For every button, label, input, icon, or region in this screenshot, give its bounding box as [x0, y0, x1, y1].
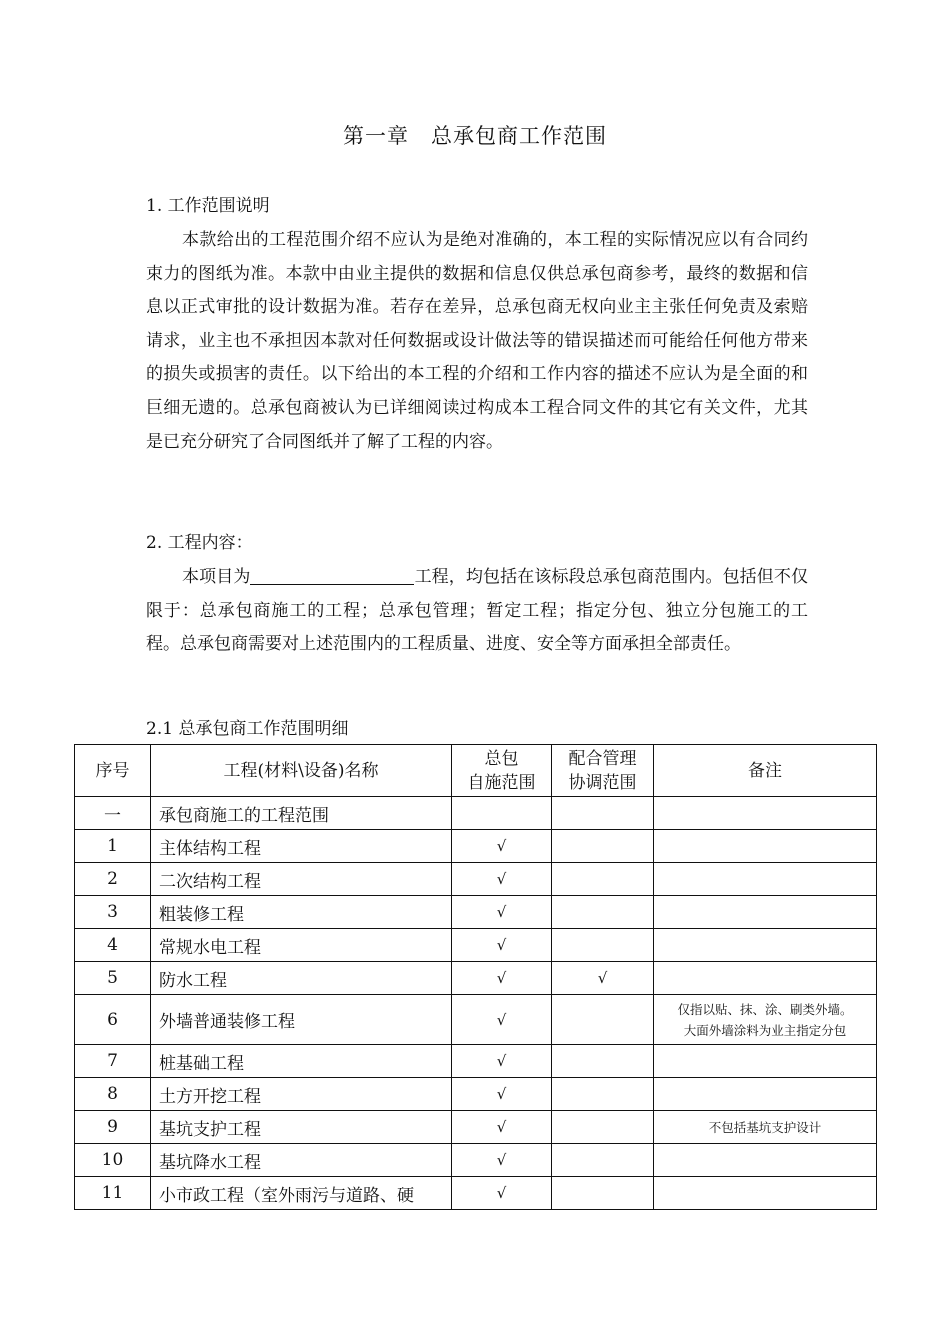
row-name: 粗装修工程 — [151, 896, 452, 929]
row-coord — [552, 1045, 654, 1078]
row-name: 基坑降水工程 — [151, 1144, 452, 1177]
row-seq: 3 — [75, 896, 151, 929]
row-seq: 7 — [75, 1045, 151, 1078]
row-name: 桩基础工程 — [151, 1045, 452, 1078]
table-row — [75, 1078, 877, 1111]
section-1-heading: 1. 工作范围说明 — [146, 196, 270, 216]
row-self: √ — [452, 1144, 552, 1177]
table-row — [75, 962, 877, 995]
row-name: 土方开挖工程 — [151, 1078, 452, 1111]
row-name: 主体结构工程 — [151, 830, 452, 863]
row-note — [654, 929, 877, 962]
table-row — [75, 830, 877, 863]
row-note — [654, 797, 877, 830]
header-seq: 序号 — [75, 745, 151, 797]
work-scope-table — [74, 744, 877, 1210]
row-note — [654, 995, 877, 1045]
header-self-line1: 总包 — [484, 748, 519, 769]
row-name: 常规水电工程 — [151, 929, 452, 962]
table-row — [75, 1045, 877, 1078]
section-1-paragraph: 本款给出的工程范围介绍不应认为是绝对准确的，本工程的实际情况应以有合同约束力的图纸为准。本款中由业主提供的数据和信息仅供总承包商参考，最终的数据和信息以正式审批的设计数据为准。若存在差异，总承包商无权向业主主张任何免责及索赔请求，业主也不承担因本款对任何数据或设计做法等的错误描述而可能给任何他方带来的损失或损害的责任。以下给出的本工程的介绍和工作内容的描述不应认为是全面的和巨细无遗的。总承包商被认为已详细阅读过构成本工程合同文件的其它有关文件，尤其是已充分研究了合同图纸并了解了工程的内容。 — [146, 230, 808, 452]
row-name: 二次结构工程 — [151, 863, 452, 896]
row-self: √ — [452, 863, 552, 896]
row-coord — [552, 929, 654, 962]
row-note — [654, 962, 877, 995]
row-coord — [552, 1144, 654, 1177]
header-coord-line1: 配合管理 — [568, 748, 637, 769]
row-name: 防水工程 — [151, 962, 452, 995]
section-2-paragraph — [146, 561, 808, 662]
row-seq: 1 — [75, 830, 151, 863]
header-self-line2: 自施范围 — [467, 772, 536, 793]
row-seq: 4 — [75, 929, 151, 962]
subsection-2-1-heading: 2.1 总承包商工作范围明细 — [146, 719, 349, 739]
row-seq: 10 — [75, 1144, 151, 1177]
table-row — [75, 929, 877, 962]
header-coord-scope — [552, 745, 654, 797]
row-self — [452, 797, 552, 830]
header-note: 备注 — [654, 745, 877, 797]
header-name: 工程(材料\设备)名称 — [151, 745, 452, 797]
project-name-blank — [250, 566, 414, 585]
row-note — [654, 1045, 877, 1078]
row-note — [654, 896, 877, 929]
row-note — [654, 1078, 877, 1111]
row-coord — [552, 1111, 654, 1144]
table-row — [75, 797, 877, 830]
table-row — [75, 863, 877, 896]
chapter-title — [0, 120, 950, 150]
table-row — [75, 1144, 877, 1177]
row-seq: 5 — [75, 962, 151, 995]
row-coord — [552, 896, 654, 929]
chapter-heading: 总承包商工作范围 — [431, 124, 607, 148]
row-note-line2: 大面外墙涂料为业主指定分包 — [683, 1022, 847, 1038]
row-self: √ — [452, 929, 552, 962]
row-self: √ — [452, 962, 552, 995]
row-note — [654, 830, 877, 863]
row-self: √ — [452, 1078, 552, 1111]
section-2-prefix: 本项目为 — [182, 567, 251, 587]
section-2-rest: 工程，均包括在该标段总承包商范围内。包括但不仅限于：总承包商施工的工程；总承包管理；暂定工程；指定分包、独立分包施工的工程。总承包商需要对上述范围内的工程质量、进度、安全等方面承担全部责任。 — [146, 567, 809, 655]
row-self: √ — [452, 995, 552, 1045]
row-note — [654, 1177, 877, 1210]
row-self: √ — [452, 1177, 552, 1210]
row-seq: 11 — [75, 1177, 151, 1210]
row-self: √ — [452, 1045, 552, 1078]
row-coord — [552, 797, 654, 830]
row-name: 承包商施工的工程范围 — [151, 797, 452, 830]
row-coord — [552, 1078, 654, 1111]
row-seq: 2 — [75, 863, 151, 896]
row-coord — [552, 863, 654, 896]
row-coord: √ — [552, 962, 654, 995]
table-row — [75, 896, 877, 929]
table-header-row — [75, 745, 877, 797]
row-seq: 8 — [75, 1078, 151, 1111]
header-coord-line2: 协调范围 — [568, 772, 637, 793]
row-note: 不包括基坑支护设计 — [654, 1111, 877, 1144]
row-name: 外墙普通装修工程 — [151, 995, 452, 1045]
row-seq: 9 — [75, 1111, 151, 1144]
row-note — [654, 1144, 877, 1177]
row-coord — [552, 1177, 654, 1210]
chapter-label: 第一章 — [343, 124, 409, 148]
row-coord — [552, 830, 654, 863]
row-name: 基坑支护工程 — [151, 1111, 452, 1144]
table-row — [75, 1177, 877, 1210]
row-name: 小市政工程（室外雨污与道路、硬 — [151, 1177, 452, 1210]
section-2-heading: 2. 工程内容： — [146, 533, 253, 553]
row-coord — [552, 995, 654, 1045]
table-row — [75, 995, 877, 1045]
row-seq: 一 — [75, 797, 151, 830]
row-note — [654, 863, 877, 896]
table-row — [75, 1111, 877, 1144]
row-self: √ — [452, 896, 552, 929]
row-self: √ — [452, 1111, 552, 1144]
row-note-line1: 仅指以贴、抹、涂、刷类外墙。 — [677, 1001, 853, 1017]
row-seq: 6 — [75, 995, 151, 1045]
header-self-scope — [452, 745, 552, 797]
row-self: √ — [452, 830, 552, 863]
